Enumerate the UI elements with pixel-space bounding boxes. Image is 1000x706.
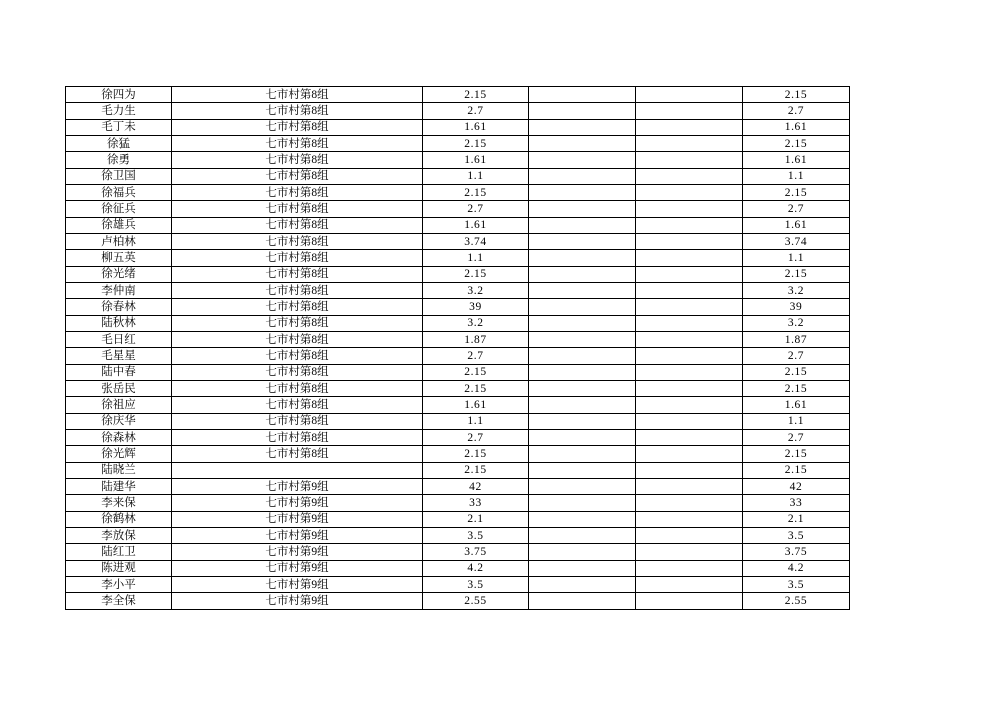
location-cell: 七市村第8组: [172, 135, 423, 151]
blank-cell: [529, 462, 636, 478]
blank-cell: [636, 397, 743, 413]
location-cell: 七市村第8组: [172, 380, 423, 396]
blank-cell: [636, 217, 743, 233]
name-cell: 徐光绪: [66, 266, 172, 282]
total-cell: 2.15: [743, 446, 850, 462]
total-cell: 3.75: [743, 544, 850, 560]
name-cell: 徐祖应: [66, 397, 172, 413]
amount-cell: 3.5: [423, 527, 529, 543]
table-row: [66, 511, 850, 527]
table-row: [66, 331, 850, 347]
name-cell: 李仲南: [66, 282, 172, 298]
name-cell: 柳五英: [66, 250, 172, 266]
total-cell: 1.1: [743, 413, 850, 429]
blank-cell: [636, 560, 743, 576]
name-cell: 徐雄兵: [66, 217, 172, 233]
blank-cell: [636, 413, 743, 429]
blank-cell: [636, 266, 743, 282]
location-cell: 七市村第8组: [172, 331, 423, 347]
name-cell: 毛星星: [66, 348, 172, 364]
blank-cell: [636, 201, 743, 217]
amount-cell: 2.55: [423, 593, 529, 609]
table-row: [66, 315, 850, 331]
location-cell: 七市村第9组: [172, 495, 423, 511]
total-cell: 1.61: [743, 152, 850, 168]
table-body: [66, 87, 850, 610]
name-cell: 张岳民: [66, 380, 172, 396]
name-cell: 徐森林: [66, 429, 172, 445]
amount-cell: 1.1: [423, 250, 529, 266]
location-cell: 七市村第9组: [172, 478, 423, 494]
amount-cell: 1.61: [423, 152, 529, 168]
blank-cell: [529, 103, 636, 119]
blank-cell: [529, 87, 636, 103]
amount-cell: 42: [423, 478, 529, 494]
table-row: [66, 348, 850, 364]
total-cell: 2.7: [743, 201, 850, 217]
blank-cell: [636, 233, 743, 249]
location-cell: 七市村第8组: [172, 446, 423, 462]
blank-cell: [529, 364, 636, 380]
name-cell: 徐光辉: [66, 446, 172, 462]
table-row: [66, 576, 850, 592]
amount-cell: 39: [423, 299, 529, 315]
total-cell: 3.74: [743, 233, 850, 249]
blank-cell: [529, 299, 636, 315]
table-row: [66, 446, 850, 462]
blank-cell: [636, 462, 743, 478]
amount-cell: 2.7: [423, 429, 529, 445]
blank-cell: [636, 527, 743, 543]
location-cell: 七市村第8组: [172, 152, 423, 168]
blank-cell: [529, 560, 636, 576]
location-cell: 七市村第8组: [172, 119, 423, 135]
location-cell: 七市村第8组: [172, 315, 423, 331]
location-cell: 七市村第9组: [172, 576, 423, 592]
location-cell: 七市村第8组: [172, 168, 423, 184]
name-cell: 徐庆华: [66, 413, 172, 429]
amount-cell: 2.1: [423, 511, 529, 527]
amount-cell: 1.87: [423, 331, 529, 347]
name-cell: 徐猛: [66, 135, 172, 151]
table-row: [66, 364, 850, 380]
name-cell: 李来保: [66, 495, 172, 511]
amount-cell: 3.74: [423, 233, 529, 249]
total-cell: 1.87: [743, 331, 850, 347]
location-cell: 七市村第9组: [172, 544, 423, 560]
blank-cell: [529, 266, 636, 282]
blank-cell: [529, 331, 636, 347]
blank-cell: [636, 250, 743, 266]
document-sheet: [65, 86, 850, 610]
table-row: [66, 168, 850, 184]
blank-cell: [529, 233, 636, 249]
location-cell: 七市村第8组: [172, 250, 423, 266]
name-cell: 卢柏林: [66, 233, 172, 249]
blank-cell: [636, 544, 743, 560]
total-cell: 1.61: [743, 119, 850, 135]
location-cell: [172, 462, 423, 478]
amount-cell: 3.5: [423, 576, 529, 592]
location-cell: 七市村第8组: [172, 413, 423, 429]
blank-cell: [529, 495, 636, 511]
blank-cell: [636, 119, 743, 135]
table-row: [66, 544, 850, 560]
total-cell: 2.15: [743, 380, 850, 396]
blank-cell: [636, 184, 743, 200]
name-cell: 徐福兵: [66, 184, 172, 200]
location-cell: 七市村第8组: [172, 266, 423, 282]
blank-cell: [529, 511, 636, 527]
blank-cell: [529, 446, 636, 462]
total-cell: 3.2: [743, 315, 850, 331]
table-row: [66, 152, 850, 168]
location-cell: 七市村第8组: [172, 348, 423, 364]
name-cell: 陆中春: [66, 364, 172, 380]
blank-cell: [636, 495, 743, 511]
blank-cell: [636, 135, 743, 151]
amount-cell: 1.61: [423, 119, 529, 135]
total-cell: 1.61: [743, 397, 850, 413]
table-row: [66, 184, 850, 200]
total-cell: 39: [743, 299, 850, 315]
table-row: [66, 495, 850, 511]
blank-cell: [636, 168, 743, 184]
total-cell: 33: [743, 495, 850, 511]
total-cell: 3.5: [743, 576, 850, 592]
blank-cell: [529, 119, 636, 135]
table-row: [66, 397, 850, 413]
blank-cell: [636, 364, 743, 380]
amount-cell: 2.15: [423, 87, 529, 103]
blank-cell: [636, 299, 743, 315]
amount-cell: 2.7: [423, 201, 529, 217]
name-cell: 李全保: [66, 593, 172, 609]
name-cell: 徐征兵: [66, 201, 172, 217]
total-cell: 2.7: [743, 429, 850, 445]
table-row: [66, 87, 850, 103]
blank-cell: [529, 397, 636, 413]
total-cell: 2.7: [743, 103, 850, 119]
amount-cell: 2.15: [423, 364, 529, 380]
table-row: [66, 217, 850, 233]
total-cell: 2.7: [743, 348, 850, 364]
blank-cell: [529, 135, 636, 151]
table-row: [66, 135, 850, 151]
name-cell: 陆晓兰: [66, 462, 172, 478]
blank-cell: [636, 103, 743, 119]
location-cell: 七市村第8组: [172, 299, 423, 315]
amount-cell: 2.15: [423, 266, 529, 282]
total-cell: 2.15: [743, 184, 850, 200]
table-row: [66, 250, 850, 266]
blank-cell: [529, 429, 636, 445]
amount-cell: 2.15: [423, 462, 529, 478]
table-row: [66, 429, 850, 445]
blank-cell: [636, 380, 743, 396]
amount-cell: 2.7: [423, 348, 529, 364]
name-cell: 徐春林: [66, 299, 172, 315]
total-cell: 2.15: [743, 462, 850, 478]
blank-cell: [636, 478, 743, 494]
table-row: [66, 462, 850, 478]
amount-cell: 33: [423, 495, 529, 511]
blank-cell: [529, 348, 636, 364]
amount-cell: 2.15: [423, 135, 529, 151]
location-cell: 七市村第8组: [172, 217, 423, 233]
amount-cell: 1.1: [423, 168, 529, 184]
blank-cell: [636, 511, 743, 527]
table-row: [66, 282, 850, 298]
total-cell: 2.15: [743, 87, 850, 103]
total-cell: 42: [743, 478, 850, 494]
blank-cell: [529, 527, 636, 543]
blank-cell: [636, 348, 743, 364]
location-cell: 七市村第9组: [172, 511, 423, 527]
blank-cell: [636, 315, 743, 331]
table-row: [66, 201, 850, 217]
blank-cell: [636, 87, 743, 103]
location-cell: 七市村第8组: [172, 364, 423, 380]
blank-cell: [529, 250, 636, 266]
total-cell: 2.15: [743, 135, 850, 151]
name-cell: 毛日红: [66, 331, 172, 347]
name-cell: 徐勇: [66, 152, 172, 168]
table-row: [66, 560, 850, 576]
blank-cell: [636, 446, 743, 462]
name-cell: 陈进观: [66, 560, 172, 576]
location-cell: 七市村第8组: [172, 201, 423, 217]
amount-cell: 2.15: [423, 184, 529, 200]
name-cell: 徐鹤林: [66, 511, 172, 527]
amount-cell: 1.61: [423, 217, 529, 233]
table-row: [66, 299, 850, 315]
blank-cell: [529, 593, 636, 609]
amount-cell: 3.2: [423, 282, 529, 298]
amount-cell: 1.1: [423, 413, 529, 429]
blank-cell: [529, 282, 636, 298]
blank-cell: [636, 152, 743, 168]
total-cell: 3.5: [743, 527, 850, 543]
blank-cell: [529, 184, 636, 200]
blank-cell: [529, 478, 636, 494]
blank-cell: [529, 544, 636, 560]
total-cell: 1.1: [743, 168, 850, 184]
total-cell: 1.61: [743, 217, 850, 233]
location-cell: 七市村第8组: [172, 184, 423, 200]
location-cell: 七市村第9组: [172, 527, 423, 543]
data-table: [65, 86, 850, 610]
blank-cell: [636, 429, 743, 445]
blank-cell: [636, 576, 743, 592]
table-row: [66, 119, 850, 135]
total-cell: 2.15: [743, 364, 850, 380]
amount-cell: 1.61: [423, 397, 529, 413]
amount-cell: 2.15: [423, 446, 529, 462]
blank-cell: [529, 576, 636, 592]
blank-cell: [636, 593, 743, 609]
amount-cell: 3.75: [423, 544, 529, 560]
amount-cell: 2.7: [423, 103, 529, 119]
blank-cell: [529, 217, 636, 233]
table-row: [66, 413, 850, 429]
name-cell: 陆红卫: [66, 544, 172, 560]
name-cell: 徐四为: [66, 87, 172, 103]
total-cell: 3.2: [743, 282, 850, 298]
total-cell: 2.55: [743, 593, 850, 609]
name-cell: 陆建华: [66, 478, 172, 494]
table-row: [66, 593, 850, 609]
table-row: [66, 380, 850, 396]
blank-cell: [529, 201, 636, 217]
blank-cell: [636, 282, 743, 298]
blank-cell: [636, 331, 743, 347]
total-cell: 4.2: [743, 560, 850, 576]
blank-cell: [529, 168, 636, 184]
table-row: [66, 103, 850, 119]
location-cell: 七市村第8组: [172, 87, 423, 103]
total-cell: 2.15: [743, 266, 850, 282]
blank-cell: [529, 380, 636, 396]
name-cell: 李小平: [66, 576, 172, 592]
location-cell: 七市村第8组: [172, 429, 423, 445]
amount-cell: 3.2: [423, 315, 529, 331]
blank-cell: [529, 413, 636, 429]
total-cell: 1.1: [743, 250, 850, 266]
name-cell: 毛力生: [66, 103, 172, 119]
location-cell: 七市村第9组: [172, 560, 423, 576]
location-cell: 七市村第8组: [172, 282, 423, 298]
location-cell: 七市村第8组: [172, 103, 423, 119]
location-cell: 七市村第8组: [172, 397, 423, 413]
location-cell: 七市村第9组: [172, 593, 423, 609]
table-row: [66, 478, 850, 494]
name-cell: 陆秋林: [66, 315, 172, 331]
name-cell: 李放保: [66, 527, 172, 543]
total-cell: 2.1: [743, 511, 850, 527]
amount-cell: 4.2: [423, 560, 529, 576]
blank-cell: [529, 315, 636, 331]
name-cell: 毛丁未: [66, 119, 172, 135]
table-row: [66, 233, 850, 249]
location-cell: 七市村第8组: [172, 233, 423, 249]
table-row: [66, 266, 850, 282]
blank-cell: [529, 152, 636, 168]
name-cell: 徐卫国: [66, 168, 172, 184]
table-row: [66, 527, 850, 543]
amount-cell: 2.15: [423, 380, 529, 396]
